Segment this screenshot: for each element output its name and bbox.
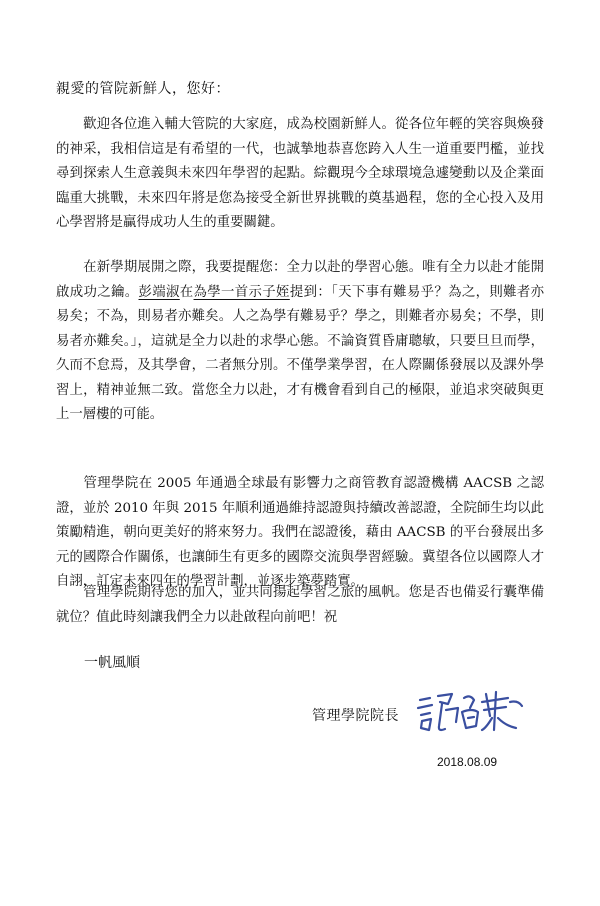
- author-name: 彭端淑: [138, 284, 180, 300]
- paragraph-mindset-intro: 在新學期展開之際，我要提醒您：全力以赴的學習心態。唯有全力以赴才能開啟成功之鑰。: [56, 260, 544, 300]
- date: 2018.08.09: [437, 755, 498, 769]
- paragraph-welcome: [56, 113, 544, 236]
- paragraph-invitation: [56, 581, 544, 630]
- paragraph-mindset: [56, 256, 544, 428]
- handwritten-signature: [412, 686, 532, 740]
- paragraph-welcome-text: 歡迎各位進入輔大管院的大家庭，成為校園新鮮人。從各位年輕的笑容與煥發的神采，我相信這是有希望的一代，也誠摯地恭喜您跨入人生一道重要門檻，並找尋到探索人生意義與未來四年學習的起點。綜觀現今全球環境急遽變動以及企業面臨重大挑戰，未來四年將是您為接受全新世界挑戰的奠基過程，您的全心投入及用心學習將是贏得成功人生的重要關鍵。: [56, 117, 544, 230]
- paragraph-mindset-body: 提到：「天下事有難易乎？為之，則難者亦易矣；不為，則易者亦難矣。人之為學有難易乎？學之，則難者亦易矣；不學，則易者亦難矣。」，這就是全力以赴的求學心態。不論資質昏庸聰敏，只要旦旦而學，久而不怠焉，及其學會，二者無分別。不僅學業學習，在人際關係發展以及課外學習上，精神並無二致。當您全力以赴，才有機會看到自己的極限，並追求突破與更上一層樓的可能。: [56, 284, 545, 422]
- closing-wish: 一帆風順: [84, 655, 140, 671]
- work-title: 為學一首示子姪: [193, 284, 290, 300]
- paragraph-mindset-connector: 在: [179, 284, 194, 300]
- paragraph-aacsb: [56, 472, 544, 595]
- greeting: 親愛的管院新鮮人，您好：: [56, 81, 230, 97]
- paragraph-invitation-text: 管理學院期待您的加入，並共同揚起學習之旅的風帆。您是否也備妥行囊準備就位？值此時刻讓我們全力以赴啟程向前吧！祝: [56, 585, 544, 625]
- signer-title: 管理學院院長: [312, 708, 399, 724]
- paragraph-aacsb-text: 管理學院在 2005 年通過全球最有影響力之商管教育認證機構 AACSB 之認證，並於 2010 年與 2015 年順利通過維持認證與持續改善認證，全院師生均以此策勵精進，朝向更美好的將來努力。我們在認證後，藉由 AACSB 的平台發展出多元的國際合作關係，也讓師生有更多的國際交流與學習經驗。冀望各位以國際人才自詡，訂定未來四年的學習計劃，並逐步築夢踏實。: [56, 476, 544, 589]
